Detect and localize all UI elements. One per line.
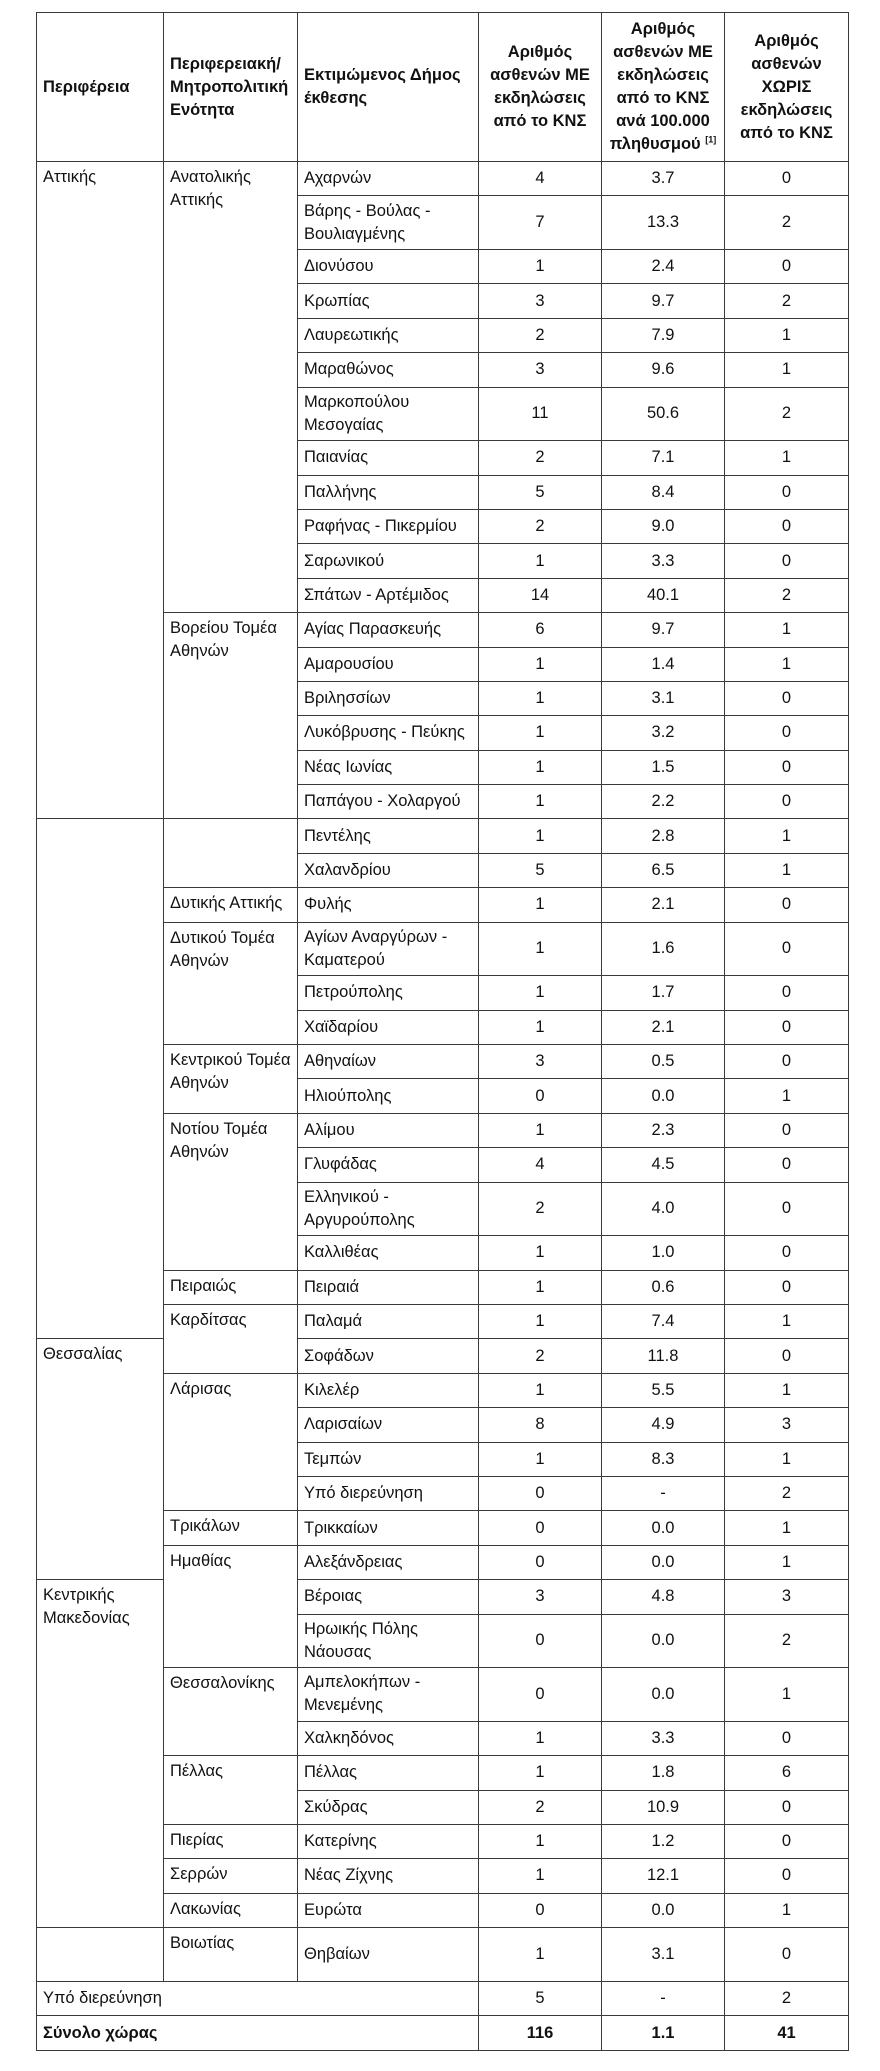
without-cases-cell: 0 <box>725 681 849 715</box>
municipality-cell: Βριλησσίων <box>298 681 479 715</box>
without-cases-cell: 3 <box>725 1408 849 1442</box>
municipality-cell: Βάρης - Βούλας - Βουλιαγμένης <box>298 196 479 250</box>
per100k-cell: 1.7 <box>602 976 725 1010</box>
with-cases-cell: 1 <box>479 1373 602 1407</box>
header-per100k <box>602 13 725 162</box>
municipality-cell: Αμαρουσίου <box>298 647 479 681</box>
per100k-cell: 13.3 <box>602 196 725 250</box>
with-cases-cell: 0 <box>479 1893 602 1927</box>
per100k-cell: 3.3 <box>602 1721 725 1755</box>
with-cases-cell: 8 <box>479 1408 602 1442</box>
with-cases-cell: 4 <box>479 162 602 196</box>
table-row <box>37 1339 849 1373</box>
without-cases-cell: 2 <box>725 387 849 441</box>
with-cases-cell: 2 <box>479 318 602 352</box>
unit-cell: Καρδίτσας <box>164 1304 298 1373</box>
municipality-cell: Υπό διερεύνηση <box>298 1476 479 1510</box>
unit-cell: Ημαθίας <box>164 1545 298 1667</box>
municipality-cell: Τρικκαίων <box>298 1511 479 1545</box>
with-cases-cell: 1 <box>479 819 602 853</box>
without-cases-cell: 2 <box>725 1981 849 2015</box>
per100k-cell: 7.1 <box>602 441 725 475</box>
without-cases-cell: 1 <box>725 1373 849 1407</box>
unit-cell: Σερρών <box>164 1859 298 1893</box>
unit-cell: Κεντρικού Τομέα Αθηνών <box>164 1045 298 1114</box>
unit-cell: Πέλλας <box>164 1756 298 1825</box>
municipality-cell: Νέας Ζίχνης <box>298 1859 479 1893</box>
without-cases-cell: 1 <box>725 1079 849 1113</box>
municipality-cell: Παιανίας <box>298 441 479 475</box>
with-cases-cell: 7 <box>479 196 602 250</box>
per100k-cell: 1.6 <box>602 922 725 976</box>
per100k-cell: 0.0 <box>602 1668 725 1722</box>
with-cases-cell: 0 <box>479 1614 602 1668</box>
with-cases-cell: 1 <box>479 716 602 750</box>
without-cases-cell: 6 <box>725 1756 849 1790</box>
without-cases-cell: 0 <box>725 888 849 922</box>
per100k-cell: 2.4 <box>602 250 725 284</box>
without-cases-cell: 1 <box>725 353 849 387</box>
per100k-cell: 1.2 <box>602 1824 725 1858</box>
per100k-cell: 4.9 <box>602 1408 725 1442</box>
under-investigation-label: Υπό διερεύνηση <box>37 1981 479 2015</box>
with-cases-cell: 1 <box>479 647 602 681</box>
without-cases-cell: 1 <box>725 613 849 647</box>
without-cases-cell: 0 <box>725 922 849 976</box>
municipality-cell: Θηβαίων <box>298 1928 479 1982</box>
without-cases-cell: 0 <box>725 1928 849 1982</box>
municipality-cell: Λυκόβρυσης - Πεύκης <box>298 716 479 750</box>
unit-cell: Πιερίας <box>164 1824 298 1858</box>
without-cases-cell: 3 <box>725 1580 849 1614</box>
municipality-cell: Αλίμου <box>298 1113 479 1147</box>
with-cases-cell: 2 <box>479 1339 602 1373</box>
per100k-cell: 0.0 <box>602 1545 725 1579</box>
without-cases-cell: 2 <box>725 196 849 250</box>
municipality-cell: Ελληνικού - Αργυρούπολης <box>298 1182 479 1236</box>
municipality-cell: Σαρωνικού <box>298 544 479 578</box>
per100k-cell: 0.5 <box>602 1045 725 1079</box>
per100k-cell: 3.3 <box>602 544 725 578</box>
municipality-cell: Πειραιά <box>298 1270 479 1304</box>
unit-cell: Πειραιώς <box>164 1270 298 1304</box>
per100k-cell: 0.6 <box>602 1270 725 1304</box>
municipality-cell: Σπάτων - Αρτέμιδος <box>298 578 479 612</box>
without-cases-cell: 0 <box>725 1236 849 1270</box>
total-label: Σύνολο χώρας <box>37 2016 479 2051</box>
with-cases-cell: 2 <box>479 1182 602 1236</box>
municipality-cell: Αθηναίων <box>298 1045 479 1079</box>
with-cases-cell: 11 <box>479 387 602 441</box>
per100k-cell: 7.9 <box>602 318 725 352</box>
with-cases-cell: 1 <box>479 922 602 976</box>
per100k-cell: 2.1 <box>602 1010 725 1044</box>
municipality-cell: Ηλιούπολης <box>298 1079 479 1113</box>
per100k-cell: 3.1 <box>602 1928 725 1982</box>
region-cell <box>37 819 164 1339</box>
unit-cell: Νοτίου Τομέα Αθηνών <box>164 1113 298 1270</box>
unit-cell: Δυτικού Τομέα Αθηνών <box>164 922 298 1044</box>
per100k-cell: 4.0 <box>602 1182 725 1236</box>
per100k-cell: 7.4 <box>602 1304 725 1338</box>
with-cases-cell: 1 <box>479 1270 602 1304</box>
municipality-cell: Νέας Ιωνίας <box>298 750 479 784</box>
without-cases-cell: 0 <box>725 976 849 1010</box>
per100k-cell: 9.7 <box>602 613 725 647</box>
with-cases-cell: 2 <box>479 1790 602 1824</box>
per100k-cell: 1.4 <box>602 647 725 681</box>
per100k-cell: 40.1 <box>602 578 725 612</box>
with-cases-cell: 5 <box>479 1981 602 2015</box>
per100k-cell: - <box>602 1981 725 2015</box>
per100k-cell: 6.5 <box>602 853 725 887</box>
with-cases-cell: 0 <box>479 1079 602 1113</box>
header-row <box>37 13 849 162</box>
with-cases-cell: 0 <box>479 1476 602 1510</box>
without-cases-cell: 0 <box>725 1339 849 1373</box>
municipality-cell: Κατερίνης <box>298 1824 479 1858</box>
region-cell <box>37 1928 164 1982</box>
with-cases-cell: 1 <box>479 1859 602 1893</box>
header-per100k-text: Αριθμός ασθενών ΜΕ εκδηλώσεις από το ΚΝΣ ανά 100.000 πληθυσμού <box>609 20 713 153</box>
municipality-cell: Λαρισαίων <box>298 1408 479 1442</box>
municipality-cell: Αχαρνών <box>298 162 479 196</box>
unit-cell: Λακωνίας <box>164 1893 298 1927</box>
municipality-cell: Χαλκηδόνος <box>298 1721 479 1755</box>
per100k-cell: - <box>602 1476 725 1510</box>
per100k-cell: 2.3 <box>602 1113 725 1147</box>
municipality-cell: Χαλανδρίου <box>298 853 479 887</box>
with-cases-cell: 1 <box>479 750 602 784</box>
with-cases-cell: 1 <box>479 1010 602 1044</box>
with-cases-cell: 1 <box>479 250 602 284</box>
per100k-cell: 4.8 <box>602 1580 725 1614</box>
without-cases-cell: 1 <box>725 1668 849 1722</box>
per100k-cell: 12.1 <box>602 1859 725 1893</box>
without-cases-cell: 0 <box>725 1721 849 1755</box>
without-cases-cell: 1 <box>725 647 849 681</box>
per100k-cell: 0.0 <box>602 1511 725 1545</box>
without-cases-cell: 0 <box>725 1270 849 1304</box>
with-cases-cell: 1 <box>479 1304 602 1338</box>
without-cases-cell: 1 <box>725 853 849 887</box>
municipality-cell: Βέροιας <box>298 1580 479 1614</box>
per100k-cell: 9.0 <box>602 509 725 543</box>
with-cases-cell: 1 <box>479 1236 602 1270</box>
per100k-cell: 9.6 <box>602 353 725 387</box>
table-row <box>37 819 849 853</box>
with-cases-cell: 1 <box>479 1756 602 1790</box>
per100k-cell: 8.4 <box>602 475 725 509</box>
footnote-ref: [1] <box>705 134 717 145</box>
unit-cell <box>164 819 298 888</box>
municipality-cell: Αμπελοκήπων - Μενεμένης <box>298 1668 479 1722</box>
without-cases-cell: 1 <box>725 1304 849 1338</box>
with-cases-cell: 0 <box>479 1668 602 1722</box>
without-cases-cell: 0 <box>725 509 849 543</box>
total-per100k: 1.1 <box>602 2016 725 2051</box>
with-cases-cell: 1 <box>479 544 602 578</box>
municipality-cell: Κρωπίας <box>298 284 479 318</box>
municipality-cell: Λαυρεωτικής <box>298 318 479 352</box>
without-cases-cell: 0 <box>725 544 849 578</box>
municipality-cell: Καλλιθέας <box>298 1236 479 1270</box>
without-cases-cell: 0 <box>725 750 849 784</box>
with-cases-cell: 1 <box>479 681 602 715</box>
without-cases-cell: 0 <box>725 785 849 819</box>
per100k-cell: 2.8 <box>602 819 725 853</box>
unit-cell: Θεσσαλονίκης <box>164 1668 298 1756</box>
per100k-cell: 2.1 <box>602 888 725 922</box>
without-cases-cell: 0 <box>725 1045 849 1079</box>
with-cases-cell: 14 <box>479 578 602 612</box>
without-cases-cell: 0 <box>725 1182 849 1236</box>
per100k-cell: 11.8 <box>602 1339 725 1373</box>
without-cases-cell: 2 <box>725 284 849 318</box>
without-cases-cell: 0 <box>725 475 849 509</box>
with-cases-cell: 1 <box>479 1113 602 1147</box>
without-cases-cell: 0 <box>725 1859 849 1893</box>
with-cases-cell: 1 <box>479 785 602 819</box>
region-cell: Θεσσαλίας <box>37 1339 164 1580</box>
municipality-cell: Μαρκοπούλου Μεσογαίας <box>298 387 479 441</box>
header-municipality: Εκτιμώμενος Δήμος έκθεσης <box>298 13 479 162</box>
per100k-cell: 1.0 <box>602 1236 725 1270</box>
per100k-cell: 1.5 <box>602 750 725 784</box>
municipality-cell: Διονύσου <box>298 250 479 284</box>
with-cases-cell: 1 <box>479 1928 602 1982</box>
unit-cell: Λάρισας <box>164 1373 298 1511</box>
per100k-cell: 9.7 <box>602 284 725 318</box>
with-cases-cell: 5 <box>479 475 602 509</box>
without-cases-cell: 1 <box>725 1893 849 1927</box>
municipality-cell: Αγίας Παρασκευής <box>298 613 479 647</box>
per100k-cell: 0.0 <box>602 1079 725 1113</box>
per100k-cell: 2.2 <box>602 785 725 819</box>
municipality-cell: Σκύδρας <box>298 1790 479 1824</box>
with-cases-cell: 1 <box>479 1442 602 1476</box>
per100k-cell: 3.1 <box>602 681 725 715</box>
with-cases-cell: 4 <box>479 1148 602 1182</box>
unit-cell: Ανατολικής Αττικής <box>164 162 298 613</box>
per100k-cell: 10.9 <box>602 1790 725 1824</box>
unit-cell: Βορείου Τομέα Αθηνών <box>164 613 298 819</box>
with-cases-cell: 3 <box>479 1580 602 1614</box>
unit-cell: Βοιωτίας <box>164 1928 298 1982</box>
municipality-cell: Γλυφάδας <box>298 1148 479 1182</box>
municipality-cell: Μαραθώνος <box>298 353 479 387</box>
with-cases-cell: 2 <box>479 509 602 543</box>
municipality-cell: Αγίων Αναργύρων - Καματερού <box>298 922 479 976</box>
per100k-cell: 8.3 <box>602 1442 725 1476</box>
municipality-cell: Τεμπών <box>298 1442 479 1476</box>
without-cases-cell: 1 <box>725 1442 849 1476</box>
municipality-cell: Φυλής <box>298 888 479 922</box>
without-cases-cell: 2 <box>725 578 849 612</box>
municipality-cell: Σοφάδων <box>298 1339 479 1373</box>
without-cases-cell: 1 <box>725 1545 849 1579</box>
with-cases-cell: 0 <box>479 1545 602 1579</box>
with-cases-cell: 1 <box>479 976 602 1010</box>
without-cases-cell: 0 <box>725 1148 849 1182</box>
municipality-cell: Κιλελέρ <box>298 1373 479 1407</box>
without-cases-cell: 2 <box>725 1476 849 1510</box>
region-cell: Αττικής <box>37 162 164 819</box>
under-investigation-row <box>37 1981 849 2015</box>
table-row <box>37 162 849 196</box>
with-cases-cell: 3 <box>479 353 602 387</box>
municipality-cell: Πέλλας <box>298 1756 479 1790</box>
municipality-cell: Πετρούπολης <box>298 976 479 1010</box>
per100k-cell: 3.2 <box>602 716 725 750</box>
cases-table <box>36 12 849 2051</box>
without-cases-cell: 0 <box>725 1824 849 1858</box>
table-row <box>37 1928 849 1982</box>
municipality-cell: Αλεξάνδρειας <box>298 1545 479 1579</box>
without-cases-cell: 1 <box>725 318 849 352</box>
with-cases-cell: 2 <box>479 441 602 475</box>
total-with-cases: 116 <box>479 2016 602 2051</box>
with-cases-cell: 1 <box>479 888 602 922</box>
municipality-cell: Πεντέλης <box>298 819 479 853</box>
with-cases-cell: 3 <box>479 284 602 318</box>
without-cases-cell: 0 <box>725 250 849 284</box>
header-without-cases: Αριθμός ασθενών ΧΩΡΙΣ εκδηλώσεις από το ΚΝΣ <box>725 13 849 162</box>
total-without-cases: 41 <box>725 2016 849 2051</box>
without-cases-cell: 1 <box>725 441 849 475</box>
unit-cell: Τρικάλων <box>164 1511 298 1545</box>
per100k-cell: 0.0 <box>602 1893 725 1927</box>
without-cases-cell: 0 <box>725 1010 849 1044</box>
municipality-cell: Χαϊδαρίου <box>298 1010 479 1044</box>
with-cases-cell: 5 <box>479 853 602 887</box>
with-cases-cell: 1 <box>479 1824 602 1858</box>
per100k-cell: 3.7 <box>602 162 725 196</box>
per100k-cell: 50.6 <box>602 387 725 441</box>
header-unit: Περιφερειακή/ Μητροπολιτική Ενότητα <box>164 13 298 162</box>
table-body <box>37 162 849 2051</box>
per100k-cell: 1.8 <box>602 1756 725 1790</box>
table-row <box>37 1580 849 1614</box>
per100k-cell: 0.0 <box>602 1614 725 1668</box>
without-cases-cell: 1 <box>725 819 849 853</box>
with-cases-cell: 1 <box>479 1721 602 1755</box>
without-cases-cell: 0 <box>725 1113 849 1147</box>
header-with-cases: Αριθμός ασθενών ΜΕ εκδηλώσεις από το ΚΝΣ <box>479 13 602 162</box>
per100k-cell: 4.5 <box>602 1148 725 1182</box>
municipality-cell: Ευρώτα <box>298 1893 479 1927</box>
municipality-cell: Παλαμά <box>298 1304 479 1338</box>
without-cases-cell: 0 <box>725 716 849 750</box>
without-cases-cell: 0 <box>725 162 849 196</box>
municipality-cell: Παπάγου - Χολαργού <box>298 785 479 819</box>
total-row <box>37 2016 849 2051</box>
with-cases-cell: 6 <box>479 613 602 647</box>
municipality-cell: Ηρωικής Πόλης Νάουσας <box>298 1614 479 1668</box>
region-cell: Κεντρικής Μακεδονίας <box>37 1580 164 1928</box>
per100k-cell: 5.5 <box>602 1373 725 1407</box>
with-cases-cell: 0 <box>479 1511 602 1545</box>
without-cases-cell: 1 <box>725 1511 849 1545</box>
municipality-cell: Παλλήνης <box>298 475 479 509</box>
without-cases-cell: 0 <box>725 1790 849 1824</box>
with-cases-cell: 3 <box>479 1045 602 1079</box>
header-region: Περιφέρεια <box>37 13 164 162</box>
municipality-cell: Ραφήνας - Πικερμίου <box>298 509 479 543</box>
unit-cell: Δυτικής Αττικής <box>164 888 298 922</box>
without-cases-cell: 2 <box>725 1614 849 1668</box>
